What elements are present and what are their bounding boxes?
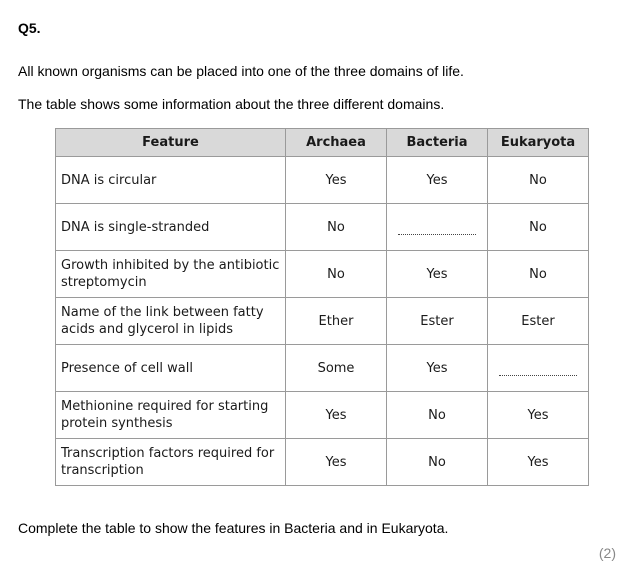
feature-cell: Growth inhibited by the antibiotic streptomycin [56, 251, 286, 298]
answer-line[interactable] [398, 234, 476, 235]
table-row [56, 345, 589, 392]
eukaryota-cell: No [488, 157, 589, 204]
answer-line[interactable] [499, 375, 577, 376]
feature-cell: Methionine required for starting protein synthesis [56, 392, 286, 439]
table-row [56, 392, 589, 439]
header-bacteria: Bacteria [387, 129, 488, 157]
feature-cell: Presence of cell wall [56, 345, 286, 392]
archaea-cell: No [286, 204, 387, 251]
eukaryota-cell: Ester [488, 298, 589, 345]
marks-label: (2) [598, 545, 616, 561]
bacteria-cell: Ester [387, 298, 488, 345]
eukaryota-cell: Yes [488, 392, 589, 439]
instruction-text: Complete the table to show the features in Bacteria and in Eukaryota. [18, 520, 449, 536]
bacteria-cell: No [387, 439, 488, 486]
bacteria-cell: Yes [387, 251, 488, 298]
feature-cell: DNA is single-stranded [56, 204, 286, 251]
archaea-cell: Some [286, 345, 387, 392]
eukaryota-cell: No [488, 251, 589, 298]
eukaryota-cell: Yes [488, 439, 589, 486]
header-eukaryota: Eukaryota [488, 129, 589, 157]
intro-text-1: All known organisms can be placed into one of the three domains of life. [18, 63, 464, 79]
archaea-cell: Ether [286, 298, 387, 345]
intro-text-2: The table shows some information about the three different domains. [18, 96, 445, 112]
question-number: Q5. [18, 20, 41, 36]
archaea-cell: Yes [286, 157, 387, 204]
eukaryota-answer-blank[interactable] [488, 345, 589, 392]
feature-cell: Transcription factors required for transcription [56, 439, 286, 486]
table-row [56, 439, 589, 486]
feature-cell: DNA is circular [56, 157, 286, 204]
bacteria-answer-blank[interactable] [387, 204, 488, 251]
header-feature: Feature [56, 129, 286, 157]
feature-cell: Name of the link between fatty acids and glycerol in lipids [56, 298, 286, 345]
archaea-cell: No [286, 251, 387, 298]
archaea-cell: Yes [286, 392, 387, 439]
table-row [56, 157, 589, 204]
table-row [56, 204, 589, 251]
table-row [56, 298, 589, 345]
eukaryota-cell: No [488, 204, 589, 251]
archaea-cell: Yes [286, 439, 387, 486]
table-header-row [56, 129, 589, 157]
table-row [56, 251, 589, 298]
domains-table [55, 128, 589, 486]
bacteria-cell: Yes [387, 345, 488, 392]
header-archaea: Archaea [286, 129, 387, 157]
bacteria-cell: Yes [387, 157, 488, 204]
bacteria-cell: No [387, 392, 488, 439]
